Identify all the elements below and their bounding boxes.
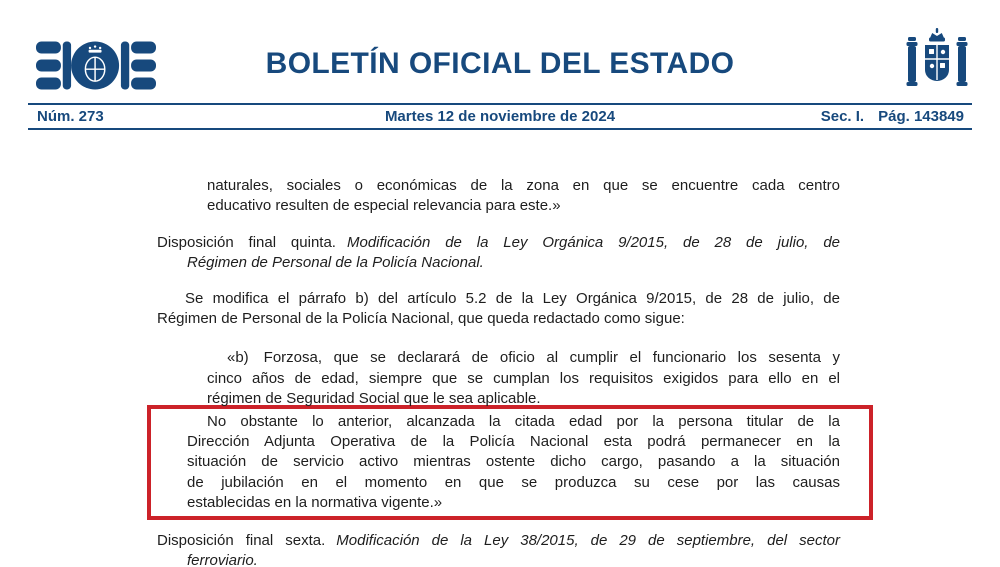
text-line: No obstante lo anterior, alcanzada la citada edad por la persona titular de la (207, 412, 840, 430)
text-line: Régimen de Personal de la Policía Nacional, que queda redactado como sigue: (157, 310, 685, 328)
text-line: cinco años de edad, siempre que se cumplan los requisitos exigidos para ello en el (207, 369, 840, 387)
text-line: Régimen de Personal de la Policía Nacional. (187, 254, 484, 272)
text-line: situación de servicio activo mientras ostente dicho cargo, pasando a la situación (187, 453, 840, 471)
publication-date: Martes 12 de noviembre de 2024 (384, 108, 616, 125)
text-line: Disposición final quinta. Modificación de la Ley Orgánica 9/2015, de 28 de julio, de (157, 233, 841, 251)
text-line: Disposición final sexta. Modificación de la Ley 38/2015, de 29 de septiembre, del sector (157, 531, 840, 549)
spain-coat-of-arms-icon (906, 27, 968, 95)
issue-number: Núm. 273 (37, 108, 104, 125)
section-page-group (821, 105, 964, 128)
paragraph-6-disposition (157, 531, 840, 567)
masthead-title: BOLETÍN OFICIAL DEL ESTADO (265, 47, 735, 80)
highlight-box (147, 405, 873, 520)
paragraph-5-quote-highlighted (187, 412, 840, 514)
page-number: Pág. 143849 (878, 108, 964, 125)
text-line: establecidas en la normativa vigente.» (187, 494, 443, 512)
text-line: ferroviario. (187, 552, 258, 567)
text-line: Dirección Adjunta Operativa de la Policía Nacional esta podrá permanecer en la (187, 433, 840, 451)
text-line: educativo resulten de especial relevancia para este.» (207, 197, 561, 215)
text-line: de jubilación en el momento en que se produzca su cese por las causas (187, 473, 840, 491)
text-line: «b) Forzosa, que se declarará de oficio al cumplir el funcionario los sesenta y (227, 349, 840, 367)
text-line: naturales, sociales o económicas de la zona en que se encuentre cada centro (207, 177, 840, 194)
section-label: Sec. I. (820, 108, 865, 125)
paragraph-4-quote (207, 348, 840, 409)
paragraph-2-disposition (157, 233, 840, 274)
document-body (157, 176, 840, 567)
text-line: régimen de Seguridad Social que le sea aplicable. (207, 390, 541, 408)
meta-bar (28, 103, 972, 130)
text-line: Se modifica el párrafo b) del artículo 5.2 de la Ley Orgánica 9/2015, de 28 de julio, de (185, 289, 840, 307)
paragraph-1-quote-continuation (207, 176, 840, 217)
paragraph-3-body-text (157, 289, 840, 330)
